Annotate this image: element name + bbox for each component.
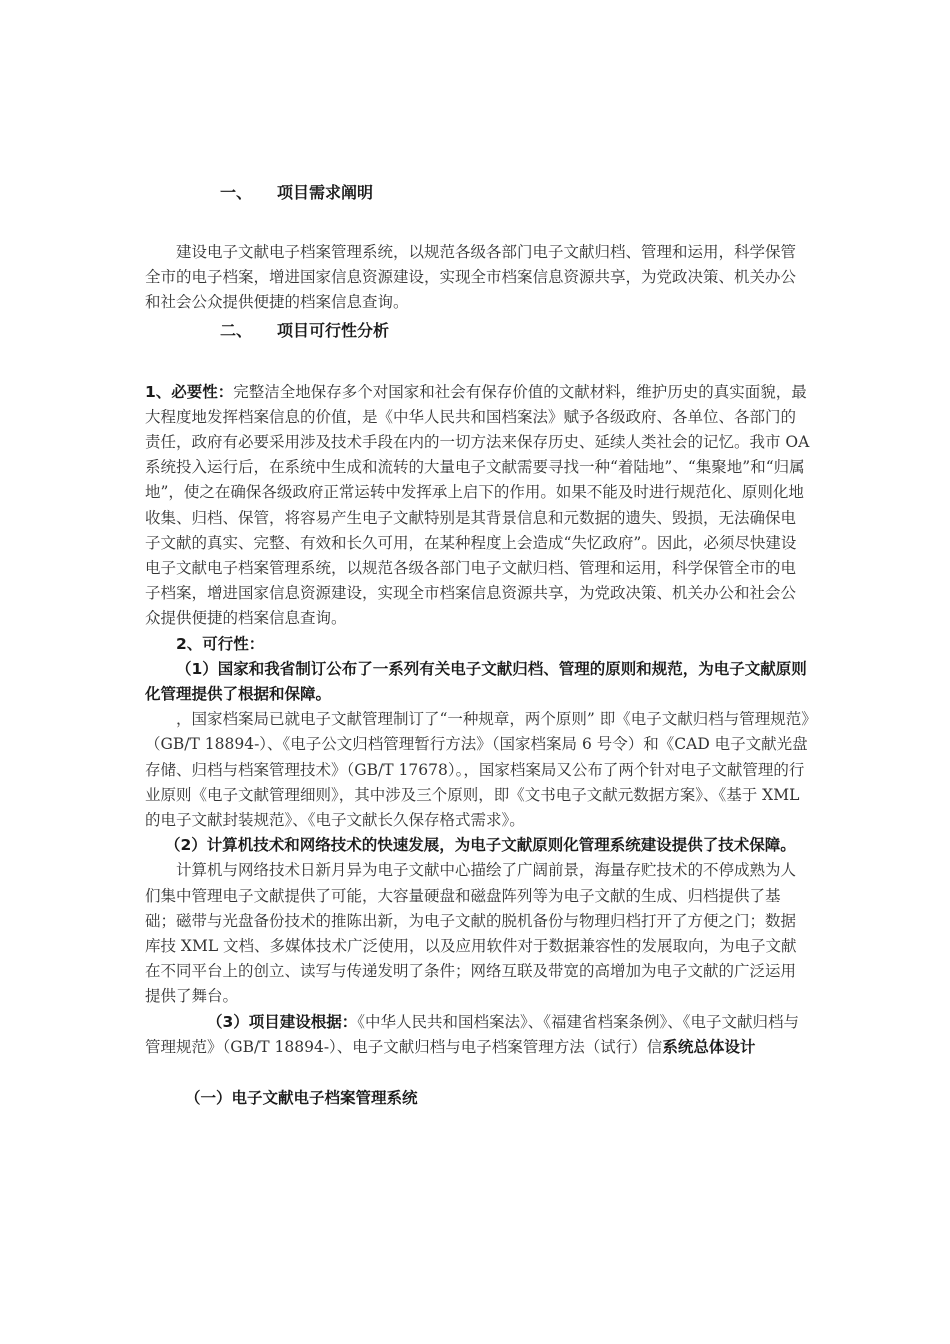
necessity-text: 完整洁全地保存多个对国家和社会有保存价值的文献材料，维护历史的真实面貌，最大程度地发挥档案信息的价值，是《中华人民共和国档案法》赋予各级政府、各单位、各部门的责任，政府有必要采用涉及技术手段在内的一切方法来保存历史、延续人类社会的记忆。我市 OA系统投入运行后，在系统中生成和流转的大量电子文献需要寻找一种“着陆地”、“集聚地”和“归属地”，使之在确保各级政府正常运转中发挥承上启下的作用。如果不能及时进行规范化、原则化地收集、归档、保管，将容易产生电子文献特别是其背景信息和元数据的遗失、毁损，无法确保电子文献的真实、完整、有效和长久可用，在某种程度上会造成“失忆政府”。因此，必须尽快建设电子文献电子档案管理系统，以规范各级各部门电子文献归档、管理和运用，科学保管全市的电子档案，增进国家信息资源建设，实现全市档案信息资源共享，为党政决策、机关办公和社会公众提供便捷的档案信息查询。: [145, 382, 810, 628]
item-3-text: 《中华人民共和国档案法》、《福建省档案条例》、《电子文献归档与管理规范》（GB/T 18894-）、电子文献归档与电子档案管理方法（试行）信: [145, 1012, 800, 1056]
section-1-number: 一、: [220, 183, 253, 202]
subsection-heading: （一）电子文献电子档案管理系统: [185, 1089, 418, 1108]
necessity-paragraph: [145, 380, 811, 632]
item-1-text: ，国家档案局已就电子文献管理制订了“一种规章，两个原则” 即《电子文献归档与管理规范》（GB/T 18894-）、《电子公文归档管理暂行方法》（国家档案局 6 号令）和《CAD 电子文献光盘存储、归档与档案管理技术》（GB/T 17678）。，国家档案局又公布了两个针对电子文献管理的行业原则《电子文献管理细则》，其中涉及三个原则，即《文书电子文献元数据方案》、《基于 XML 的电子文献封装规范》、《电子文献长久保存格式需求》。: [145, 710, 810, 830]
section-1-title: 项目需求阐明: [277, 183, 374, 202]
section-2-number: 二、: [220, 320, 253, 340]
item-3-tail: 系统总体设计: [662, 1037, 756, 1056]
section-1-paragraph: 建设电子文献电子档案管理系统，以规范各级各部门电子文献归档、管理和运用，科学保管全市的电子档案，增进国家信息资源建设，实现全市档案信息资源共享，为党政决策、机关办公和社会公众提供便捷的档案信息查询。: [145, 243, 797, 312]
section-1-heading: [145, 178, 811, 208]
document-body: [145, 178, 811, 1111]
spacer: [145, 346, 811, 380]
spacer: [145, 208, 811, 240]
section-2-title: 项目可行性分析: [277, 320, 390, 340]
item-3-paragraph: [145, 1010, 811, 1060]
item-2-title: （2）计算机技术和网络技术的快速发展，为电子文献原则化管理系统建设提供了技术保障。: [165, 836, 796, 855]
item-3-label: （3）项目建设根据：: [207, 1012, 358, 1031]
necessity-label: 1、必要性：: [145, 382, 234, 401]
spacer: [145, 1060, 811, 1086]
feasibility-label: 2、可行性：: [176, 634, 265, 653]
item-2-text: 计算机与网络技术日新月异为电子文献中心描绘了广阔前景，海量存贮技术的不停成熟为人们集中管理电子文献提供了可能，大容量硬盘和磁盘阵列等为电子文献的生成、归档提供了基础；磁带与光盘备份技术的推陈出新，为电子文献的脱机备份与物理归档打开了方便之门；数据库技 XML 文档、多媒体技术广泛使用，以及应用软件对于数据兼容性的发展取向，为电子文献在不同平台上的创立、读写与传递发明了条件；网络互联及带宽的高增加为电子文献的广泛运用提供了舞台。: [145, 861, 797, 1006]
item-1-title: （1）国家和我省制订公布了一系列有关电子文献归档、管理的原则和规范，为电子文献原则化管理提供了根据和保障。: [145, 659, 807, 704]
section-2-heading: [145, 316, 811, 346]
